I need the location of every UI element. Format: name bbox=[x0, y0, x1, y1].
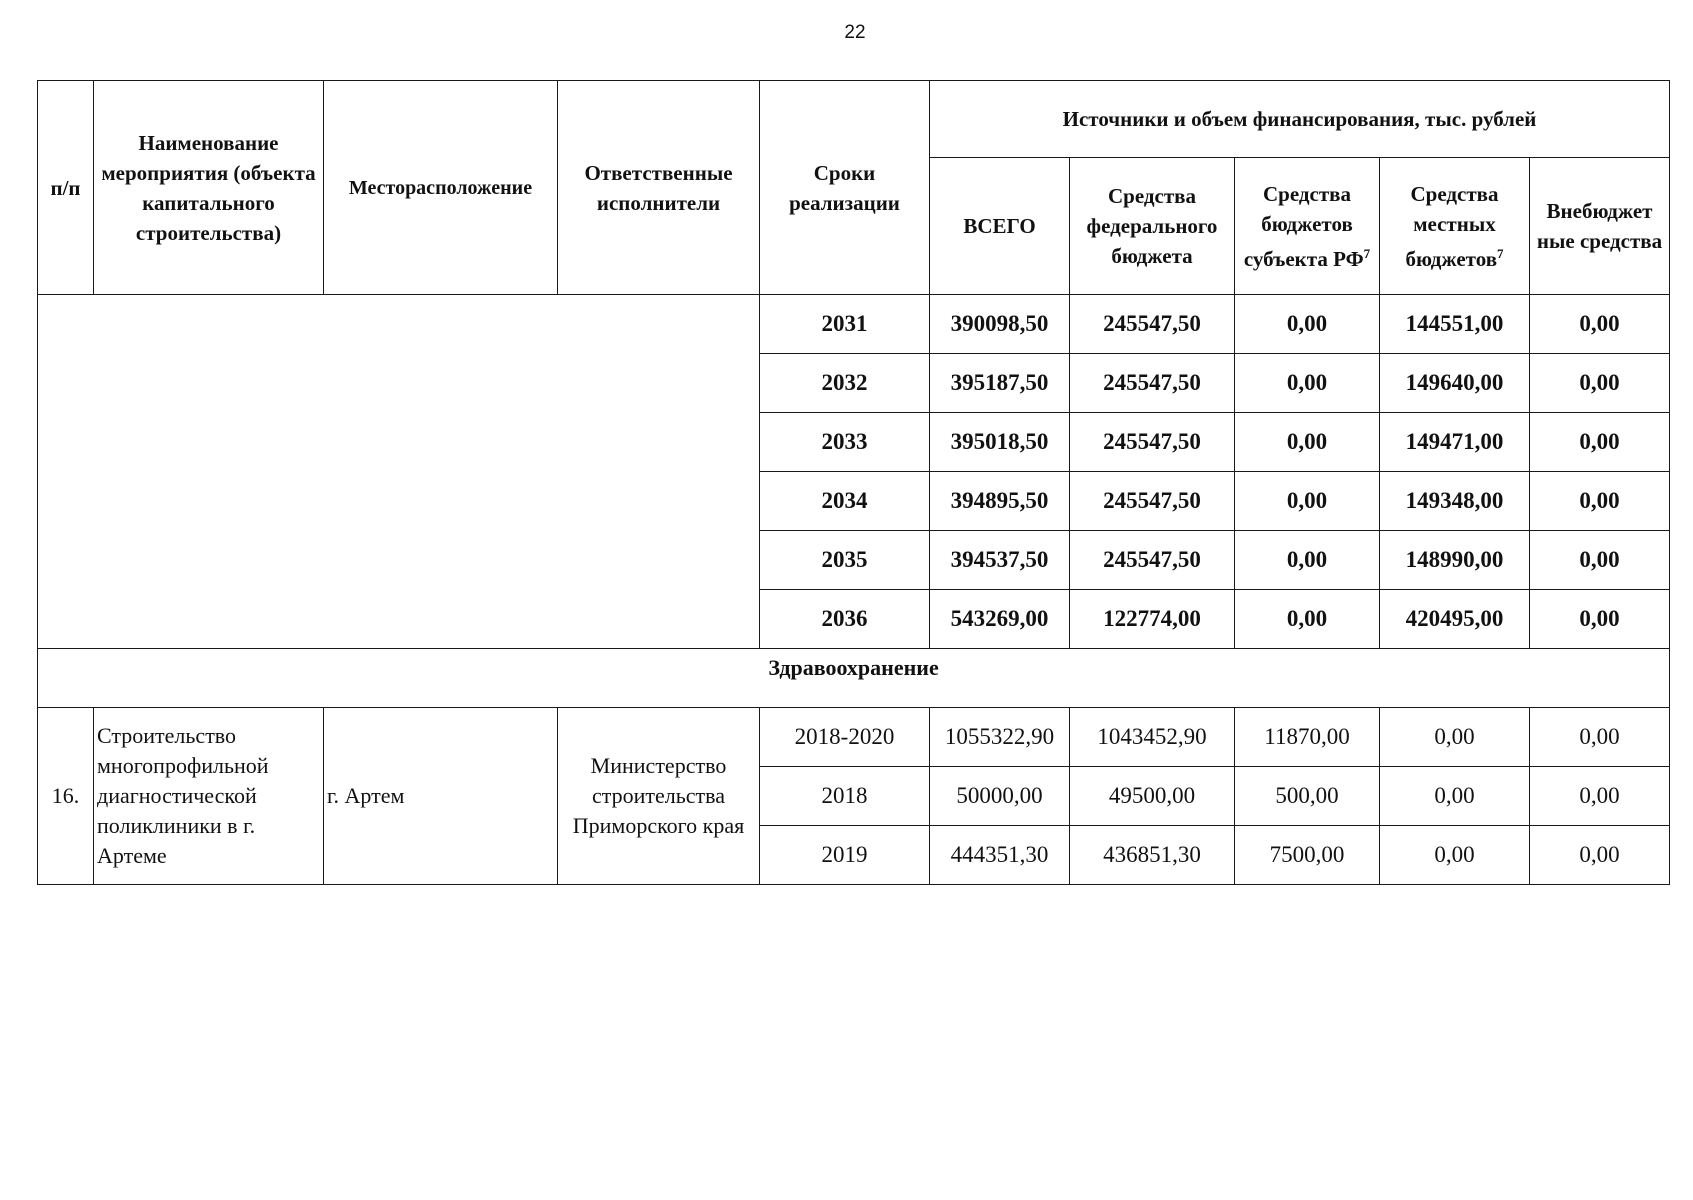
subject-cell: 0,00 bbox=[1235, 354, 1380, 413]
local-cell: 0,00 bbox=[1380, 708, 1530, 767]
project-location: г. Артем bbox=[324, 708, 558, 885]
year-cell: 2036 bbox=[760, 590, 930, 649]
offbudget-cell: 0,00 bbox=[1530, 295, 1670, 354]
header-sources: Источники и объем финансирования, тыс. рублей bbox=[930, 81, 1670, 158]
header-name: Наименование мероприятия (объекта капитального строительства) bbox=[94, 81, 324, 295]
financing-table bbox=[37, 80, 1670, 885]
header-subject bbox=[1235, 158, 1380, 295]
offbudget-cell: 0,00 bbox=[1530, 708, 1670, 767]
year-cell: 2034 bbox=[760, 472, 930, 531]
table-row bbox=[38, 708, 1670, 767]
section-title: Здравоохранение bbox=[38, 649, 1670, 708]
subject-cell: 0,00 bbox=[1235, 590, 1380, 649]
offbudget-cell: 0,00 bbox=[1530, 590, 1670, 649]
year-cell: 2018-2020 bbox=[760, 708, 930, 767]
federal-cell: 122774,00 bbox=[1070, 590, 1235, 649]
subject-cell: 0,00 bbox=[1235, 531, 1380, 590]
local-cell: 149471,00 bbox=[1380, 413, 1530, 472]
subject-cell: 0,00 bbox=[1235, 413, 1380, 472]
local-cell: 149348,00 bbox=[1380, 472, 1530, 531]
header-local-label: Средства местных бюджетов bbox=[1405, 181, 1499, 271]
federal-cell: 245547,50 bbox=[1070, 413, 1235, 472]
offbudget-cell: 0,00 bbox=[1530, 826, 1670, 885]
federal-cell: 245547,50 bbox=[1070, 354, 1235, 413]
subject-cell: 500,00 bbox=[1235, 767, 1380, 826]
year-cell: 2031 bbox=[760, 295, 930, 354]
header-subject-label: Средства бюджетов субъекта РФ bbox=[1243, 181, 1364, 271]
local-cell: 0,00 bbox=[1380, 767, 1530, 826]
section-row bbox=[38, 649, 1670, 708]
header-responsible: Ответственные исполнители bbox=[558, 81, 760, 295]
local-cell: 420495,00 bbox=[1380, 590, 1530, 649]
total-cell: 395187,50 bbox=[930, 354, 1070, 413]
offbudget-cell: 0,00 bbox=[1530, 531, 1670, 590]
project-name: Строительство многопрофильной диагностической поликлиники в г. Артеме bbox=[94, 708, 324, 885]
header-pp: п/п bbox=[38, 81, 94, 295]
total-cell: 390098,50 bbox=[930, 295, 1070, 354]
federal-cell: 436851,30 bbox=[1070, 826, 1235, 885]
header-location: Месторасположение bbox=[324, 81, 558, 295]
header-total: ВСЕГО bbox=[930, 158, 1070, 295]
table-row bbox=[38, 295, 1670, 354]
federal-cell: 1043452,90 bbox=[1070, 708, 1235, 767]
federal-cell: 245547,50 bbox=[1070, 472, 1235, 531]
page-number: 22 bbox=[844, 22, 866, 43]
offbudget-cell: 0,00 bbox=[1530, 472, 1670, 531]
year-cell: 2032 bbox=[760, 354, 930, 413]
total-cell: 394537,50 bbox=[930, 531, 1070, 590]
total-cell: 1055322,90 bbox=[930, 708, 1070, 767]
project-responsible: Министерство строительства Приморского края bbox=[558, 708, 760, 885]
header-local bbox=[1380, 158, 1530, 295]
federal-cell: 245547,50 bbox=[1070, 295, 1235, 354]
header-local-footnote: 7 bbox=[1497, 245, 1504, 261]
merged-empty-cell bbox=[38, 295, 760, 649]
total-cell: 395018,50 bbox=[930, 413, 1070, 472]
header-terms: Сроки реализации bbox=[760, 81, 930, 295]
local-cell: 144551,00 bbox=[1380, 295, 1530, 354]
local-cell: 149640,00 bbox=[1380, 354, 1530, 413]
project-index: 16. bbox=[38, 708, 94, 885]
offbudget-cell: 0,00 bbox=[1530, 767, 1670, 826]
federal-cell: 245547,50 bbox=[1070, 531, 1235, 590]
local-cell: 0,00 bbox=[1380, 826, 1530, 885]
local-cell: 148990,00 bbox=[1380, 531, 1530, 590]
header-offbudget: Внебюджет ные средства bbox=[1530, 158, 1670, 295]
total-cell: 444351,30 bbox=[930, 826, 1070, 885]
year-cell: 2033 bbox=[760, 413, 930, 472]
subject-cell: 7500,00 bbox=[1235, 826, 1380, 885]
subject-cell: 0,00 bbox=[1235, 472, 1380, 531]
offbudget-cell: 0,00 bbox=[1530, 354, 1670, 413]
year-cell: 2018 bbox=[760, 767, 930, 826]
year-cell: 2035 bbox=[760, 531, 930, 590]
offbudget-cell: 0,00 bbox=[1530, 413, 1670, 472]
total-cell: 543269,00 bbox=[930, 590, 1070, 649]
subject-cell: 11870,00 bbox=[1235, 708, 1380, 767]
year-cell: 2019 bbox=[760, 826, 930, 885]
header-subject-footnote: 7 bbox=[1363, 245, 1371, 261]
total-cell: 394895,50 bbox=[930, 472, 1070, 531]
header-federal: Средства федерального бюджета bbox=[1070, 158, 1235, 295]
total-cell: 50000,00 bbox=[930, 767, 1070, 826]
federal-cell: 49500,00 bbox=[1070, 767, 1235, 826]
subject-cell: 0,00 bbox=[1235, 295, 1380, 354]
